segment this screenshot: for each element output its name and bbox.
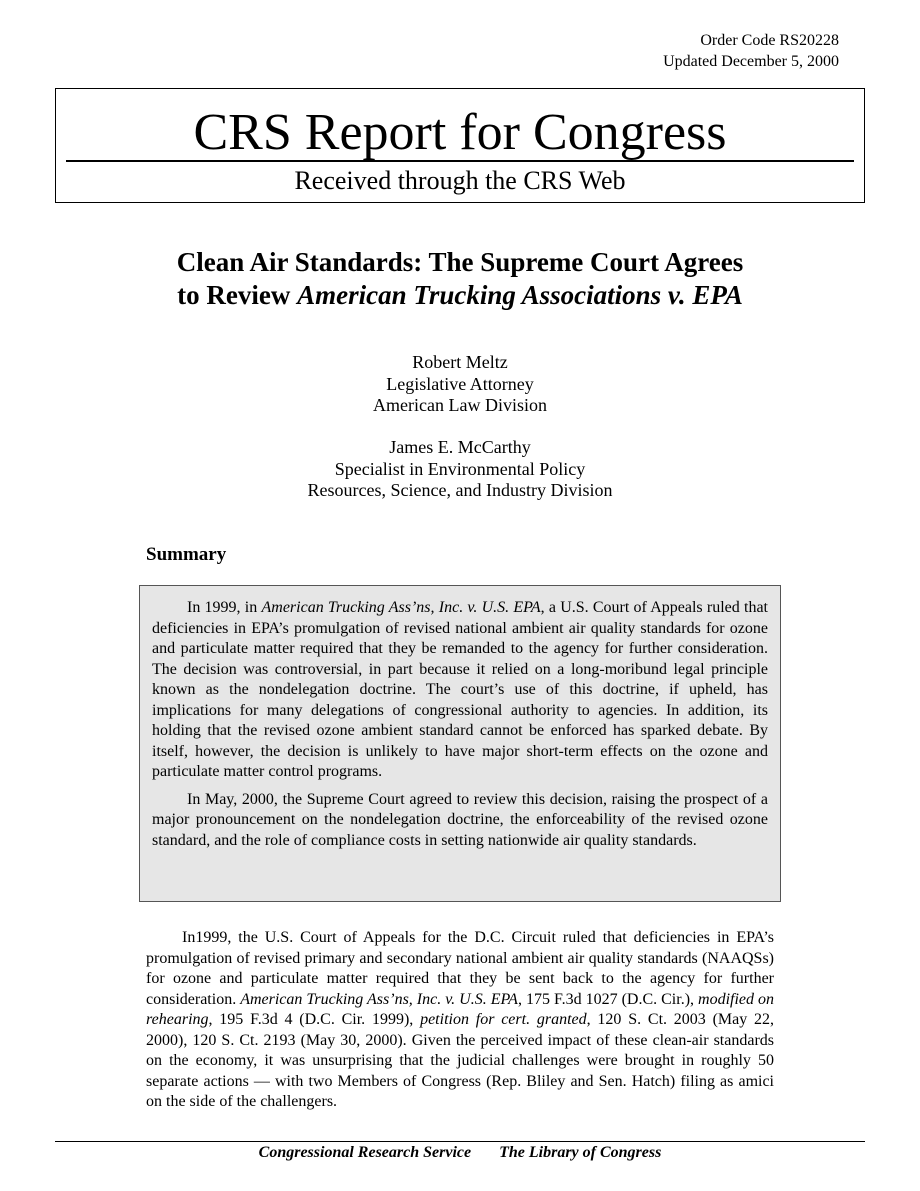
summary-p1-pre: In 1999, in bbox=[187, 599, 262, 616]
title-line-2-prefix: to Review bbox=[177, 280, 298, 310]
body-paragraph bbox=[146, 928, 774, 1113]
body-modified: modified on rehearing bbox=[146, 990, 775, 1028]
summary-paragraph-1 bbox=[152, 598, 768, 783]
summary-paragraph-2: In May, 2000, the Supreme Court agreed to review this decision, raising the prospect of a major pronouncement on the nondelegation doctrine, the enforceability of the revised ozone standard, and the role of compliance costs in setting nationwide air quality standards. bbox=[152, 790, 768, 849]
title-line-2 bbox=[0, 279, 920, 312]
summary-heading: Summary bbox=[146, 544, 227, 565]
body-case-citation: American Trucking Ass’ns, Inc. v. U.S. EPA bbox=[240, 990, 518, 1008]
author-title: Legislative Attorney bbox=[386, 373, 534, 394]
author-title: Specialist in Environmental Policy bbox=[334, 458, 586, 479]
footer-crs: Congressional Research Service bbox=[258, 1144, 472, 1161]
banner-subtitle: Received through the CRS Web bbox=[294, 166, 626, 195]
updated-date: Updated December 5, 2000 bbox=[663, 53, 839, 70]
banner-divider bbox=[66, 160, 854, 162]
author-name: Robert Meltz bbox=[412, 352, 508, 372]
body-s7: , 120 S. Ct. 2003 (May 22, 2000), 120 S. Ct. 2193 (May 30, 2000). Given the perceived impact of these clean-air standards on the economy, it was unsurprising that the judicial challenges were brought in roughly 50 separate actions — with two Members of Congress (Rep. Bliley and Sen. Hatch) filing as amici on the side of the challengers. bbox=[146, 1011, 775, 1110]
footer-library: The Library of Congress bbox=[499, 1144, 662, 1161]
summary-box bbox=[139, 585, 781, 902]
report-banner bbox=[55, 88, 865, 203]
order-code: Order Code RS20228 bbox=[700, 32, 839, 49]
body-petition: petition for cert. granted bbox=[420, 1011, 587, 1028]
footer bbox=[0, 1144, 920, 1162]
footer-divider bbox=[55, 1141, 865, 1142]
document-title bbox=[0, 246, 920, 312]
body-s3: , 175 F.3d 1027 (D.C. Cir.), bbox=[517, 990, 699, 1008]
summary-p1-post: , a U.S. Court of Appeals ruled that deficiencies in EPA’s promulgation of revised national ambient air quality standards for ozone and particulate matter required that they be remanded to the agency for further consideration. The decision was controversial, in part because it relied on a long-moribund legal principle known as the nondelegation doctrine. The court’s use of this doctrine, if upheld, has implications for many delegations of congressional authority to agencies. In addition, its holding that the revised ozone ambient standard cannot be enforced has sparked debate. By itself, however, the decision is unlikely to have major short-term effects on the ozone and particulate matter control programs. bbox=[152, 599, 768, 780]
summary-p1-case: American Trucking Ass’ns, Inc. v. U.S. EPA bbox=[261, 599, 541, 616]
author-block-2 bbox=[0, 437, 920, 502]
title-case-name: American Trucking Associations v. EPA bbox=[297, 280, 743, 310]
title-line-1: Clean Air Standards: The Supreme Court Agrees bbox=[176, 247, 744, 277]
author-name: James E. McCarthy bbox=[389, 437, 531, 457]
body-text bbox=[146, 928, 774, 1113]
author-block-1 bbox=[0, 352, 920, 417]
author-division: Resources, Science, and Industry Division bbox=[307, 480, 613, 500]
order-code-block bbox=[663, 30, 839, 72]
banner-title: CRS Report for Congress bbox=[193, 104, 727, 161]
body-s5: , 195 F.3d 4 (D.C. Cir. 1999), bbox=[208, 1011, 421, 1028]
body-s1: In1999, the U.S. Court of Appeals for the D.C. Circuit ruled that deficiencies in EPA’s promulgation of revised primary and secondary national ambient air quality standards (NAAQSs) for ozone and particulate matter required that they be sent back to the agency for further consideration. bbox=[146, 929, 774, 1008]
author-division: American Law Division bbox=[373, 395, 547, 415]
